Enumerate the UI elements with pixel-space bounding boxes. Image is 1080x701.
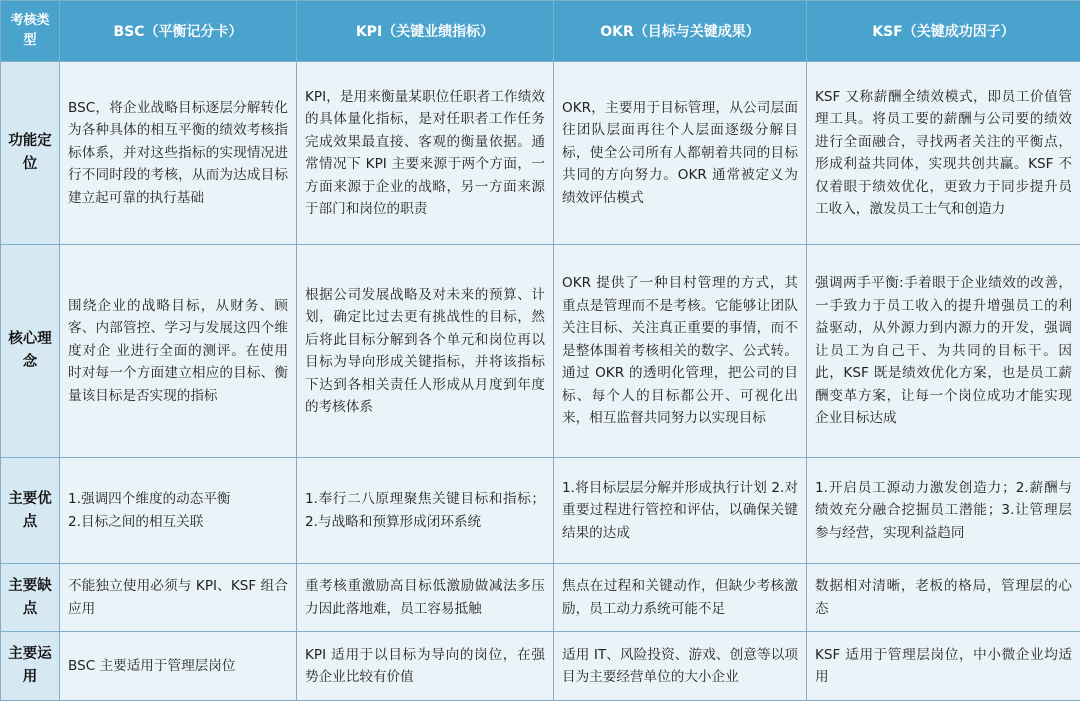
table-cell: 1.奉行二八原理聚焦关键目标和指标；2.与战略和预算形成闭环系统 — [297, 458, 554, 564]
column-header-kpi: KPI（关键业绩指标） — [297, 1, 554, 62]
row-header-function: 功能定位 — [1, 62, 60, 245]
table-cell: OKR，主要用于目标管理，从公司层面往团队层面再往个人层面逐级分解目标，使全公司所有人都朝着共同的目标共同的方向努力。OKR 通常被定义为绩效评估模式 — [554, 62, 807, 245]
table-cell: KPI，是用来衡量某职位任职者工作绩效的具体量化指标，是对任职者工作任务完成效果最直接、客观的衡量依据。通常情况下 KPI 主要来源于两个方面，一方面来源于企业的战略，另一方面来源于部门和岗位的职责 — [297, 62, 554, 245]
table-cell: 强调两手平衡:手着眼于企业绩效的改善，一手致力于员工收入的提升增强员工的利益驱动，从外源力到内源力的开发，强调让员工为自己干、为共同的目标干。因此，KSF 既是绩效优化方案，也是员工薪酬变革方案，让每一个岗位成功才能实现企业目标达成 — [807, 245, 1080, 458]
table-row-advantages — [1, 458, 1080, 564]
table-cell: 围绕企业的战略目标，从财务、顾客、内部管控、学习与发展这四个维度对企 业进行全面的测评。在使用时对每一个方面建立相应的目标、衡量该目标是否实现的指标 — [60, 245, 297, 458]
table-cell: 适用 IT、风险投资、游戏、创意等以项目为主要经营单位的大小企业 — [554, 632, 807, 701]
table-cell: 焦点在过程和关键动作，但缺少考核激励，员工动力系统可能不足 — [554, 564, 807, 632]
table-cell: BSC 主要适用于管理层岗位 — [60, 632, 297, 701]
table-cell: 不能独立使用必须与 KPI、KSF 组合应用 — [60, 564, 297, 632]
table-row-function — [1, 62, 1080, 245]
corner-header: 考核类型 — [1, 1, 60, 62]
row-header-advantages: 主要优点 — [1, 458, 60, 564]
table-row-usage — [1, 632, 1080, 701]
table-cell: OKR 提供了一种目村管理的方式，其重点是管理而不是考核。它能够让团队关注目标、关注真正重要的事情，而不是整体围着考核相关的数字、公式转。通过 OKR 的透明化管理，把公司的目标、每个人的目标都公开、可视化出来，相互监督共同努力以实现目标 — [554, 245, 807, 458]
table-cell: 1.开启员工源动力激发创造力；2.薪酬与绩效充分融合挖掘员工潜能；3.让管理层参与经营，实现利益趋同 — [807, 458, 1080, 564]
table-cell: BSC，将企业战略目标逐层分解转化为各种具体的相互平衡的绩效考核指标体系，并对这些指标的实现情况进行不同时段的考核，从而为达成目标建立起可靠的执行基础 — [60, 62, 297, 245]
table-cell: 数据相对清晰，老板的格局，管理层的心态 — [807, 564, 1080, 632]
table-cell: 1.将目标层层分解并形成执行计划 2.对重要过程进行管控和评估，以确保关键结果的达成 — [554, 458, 807, 564]
table-cell: 重考核重激励高目标低激励做减法多压力因此落地难，员工容易抵触 — [297, 564, 554, 632]
table-cell: KPI 适用于以目标为导向的岗位，在强势企业比较有价值 — [297, 632, 554, 701]
row-header-usage: 主要运用 — [1, 632, 60, 701]
column-header-ksf: KSF（关键成功因子） — [807, 1, 1080, 62]
table-row-disadvantages — [1, 564, 1080, 632]
column-header-okr: OKR（目标与关键成果） — [554, 1, 807, 62]
table-cell: 根据公司发展战略及对未来的预算、计划，确定比过去更有挑战性的目标，然后将此目标分解到各个单元和岗位再以目标为导向形成关键指标，并将该指标下达到各相关责任人形成从月度到年度的考核体系 — [297, 245, 554, 458]
column-header-bsc: BSC（平衡记分卡） — [60, 1, 297, 62]
header-row — [1, 1, 1080, 62]
row-header-disadvantages: 主要缺点 — [1, 564, 60, 632]
table-row-concept — [1, 245, 1080, 458]
row-header-concept: 核心理念 — [1, 245, 60, 458]
table-cell: 1.强调四个维度的动态平衡 2.目标之间的相互关联 — [60, 458, 297, 564]
table-cell: KSF 又称薪酬全绩效模式，即员工价值管理工具。将员工要的薪酬与公司要的绩效进行全面融合，寻找两者关注的平衡点，形成利益共同体，实现共创共赢。KSF 不仅着眼于绩效优化，更致力于同步提升员工收入，激发员工士气和创造力 — [807, 62, 1080, 245]
table-cell: KSF 适用于管理层岗位，中小微企业均适用 — [807, 632, 1080, 701]
